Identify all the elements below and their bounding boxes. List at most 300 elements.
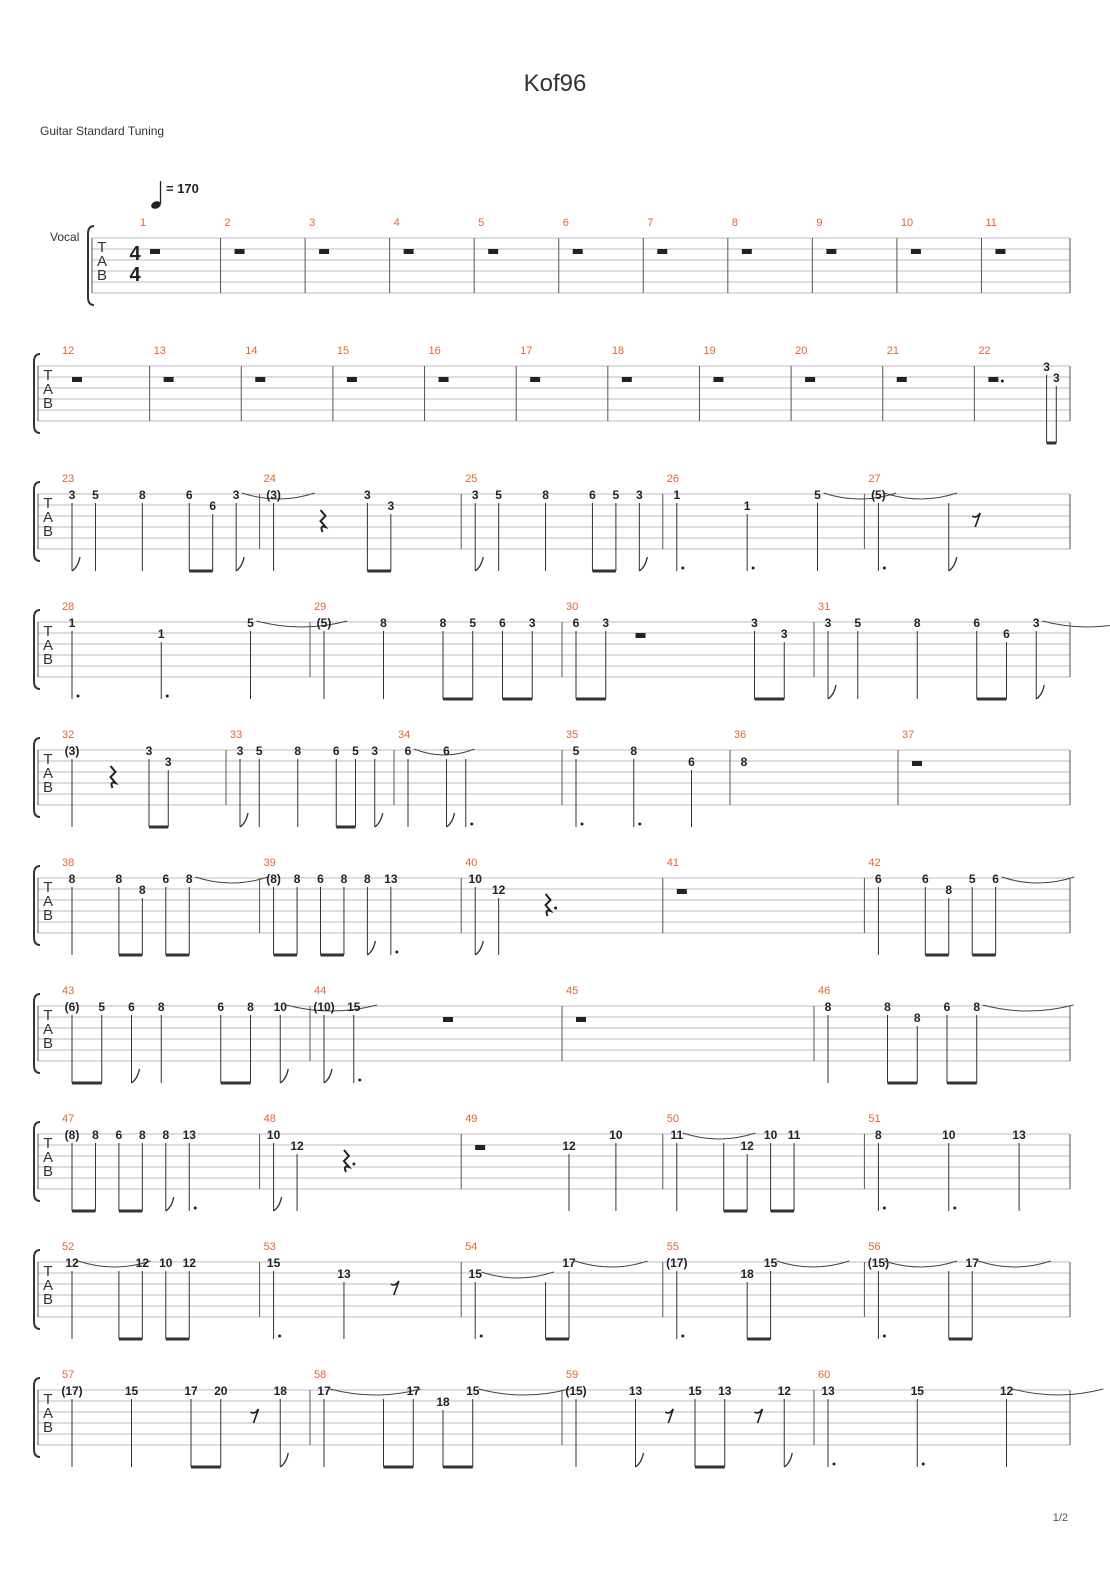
measure-number: 28 [62, 601, 75, 613]
fret-number: 20 [214, 1384, 228, 1398]
measure-number: 48 [263, 1113, 276, 1125]
measure [461, 1241, 647, 1339]
rest-symbol [72, 377, 82, 382]
measure-number: 49 [465, 1113, 478, 1125]
measure [394, 729, 474, 827]
fret-number: 6 [499, 616, 506, 630]
duration-dot [581, 823, 584, 826]
fret-number: 12 [182, 1256, 196, 1270]
rest-symbol [657, 249, 667, 254]
eighth-rest-symbol [391, 1281, 399, 1295]
rest-symbol [255, 377, 265, 382]
note-flag [828, 685, 836, 699]
note-flag [72, 557, 80, 571]
fret-number: 3 [68, 488, 76, 502]
quarter-rest-symbol [344, 1150, 349, 1172]
rest-symbol [826, 249, 836, 254]
fret-number: 3 [1032, 616, 1040, 630]
measure-number: 45 [566, 985, 579, 997]
measure-number: 26 [666, 473, 680, 485]
duration-dot [395, 951, 398, 954]
fret-number: 17 [965, 1256, 979, 1270]
measure-number: 10 [900, 217, 914, 229]
measure-number: 41 [666, 857, 680, 869]
measure-number: 15 [336, 345, 350, 357]
quarter-rest-symbol [321, 510, 326, 532]
fret-number: 6 [572, 616, 580, 630]
duration-dot [922, 1463, 925, 1466]
fret-number: 3 [751, 616, 758, 630]
fret-number: 8 [162, 1128, 170, 1142]
measure [663, 473, 896, 571]
fret-number: 18 [436, 1395, 450, 1409]
fret-number: 8 [913, 616, 921, 630]
fret-number: 8 [824, 1000, 832, 1014]
measure-number: 60 [818, 1369, 831, 1381]
rest-dot [352, 1163, 355, 1166]
rest-symbol [713, 377, 723, 382]
note-flag [236, 557, 244, 571]
measure [663, 1241, 849, 1339]
fret-number: 10 [942, 1128, 956, 1142]
measure [61, 1369, 288, 1467]
rest-symbol [622, 377, 632, 382]
duration-dot [883, 1207, 886, 1210]
rest-symbol [443, 1017, 453, 1022]
measure-number: 9 [816, 217, 823, 229]
quarter-rest-symbol [546, 894, 551, 916]
measure-number: 59 [566, 1369, 579, 1381]
measure [864, 857, 1074, 955]
fret-number: 8 [293, 872, 301, 886]
fret-number: 10 [468, 872, 482, 886]
time-signature-bottom: 4 [129, 264, 141, 286]
measure-number: 5 [478, 217, 485, 229]
duration-dot [638, 823, 641, 826]
quarter-rest-symbol [111, 766, 116, 788]
fret-number: 8 [439, 616, 447, 630]
fret-number: 12 [290, 1139, 304, 1153]
fret-number: 6 [404, 744, 412, 758]
fret-number: (8) [266, 872, 281, 886]
fret-number: 3 [364, 488, 371, 502]
staff-system [34, 473, 1070, 571]
duration-dot [77, 695, 80, 698]
fret-number: 8 [157, 1000, 165, 1014]
fret-number: 13 [1012, 1128, 1026, 1142]
tab-clef-letter: A [42, 1149, 54, 1166]
fret-number: 6 [973, 616, 981, 630]
measure [814, 1369, 1103, 1467]
measure-number: 44 [314, 985, 327, 997]
measure [814, 985, 1073, 1083]
rest-symbol [912, 761, 922, 766]
fret-number: 6 [115, 1128, 123, 1142]
note-flag [367, 941, 375, 955]
tab-clef-letter: A [42, 509, 54, 526]
measure-number: 24 [263, 473, 276, 485]
measure [562, 729, 695, 827]
staff-system [50, 217, 1070, 305]
measure-number: 33 [230, 729, 243, 741]
staff-system [34, 1369, 1103, 1467]
rest-symbol [319, 249, 329, 254]
fret-number: 3 [471, 488, 479, 502]
tuning-label: Guitar Standard Tuning [40, 124, 165, 138]
measure-number: 2 [224, 217, 231, 229]
fret-number: 11 [670, 1128, 684, 1142]
measure [562, 601, 788, 699]
instrument-label: Vocal [50, 230, 80, 244]
duration-dot [358, 1079, 361, 1082]
tab-clef-letter: B [42, 523, 54, 540]
measure [62, 857, 268, 955]
rest-symbol [677, 889, 687, 894]
rest-symbol [164, 377, 174, 382]
measure-number: 17 [520, 345, 533, 357]
duration-dot [194, 1207, 197, 1210]
fret-number: 10 [763, 1128, 778, 1142]
staff-system [34, 1113, 1070, 1211]
fret-number: 10 [266, 1128, 281, 1142]
fret-number: 8 [884, 1000, 891, 1014]
measure-number: 30 [566, 601, 579, 613]
measure-number: 35 [566, 729, 579, 741]
fret-number: 8 [139, 883, 146, 897]
fret-number: 1 [673, 488, 681, 502]
note-flag [447, 813, 455, 827]
fret-number: 3 [636, 488, 643, 502]
fret-number: (8) [64, 1128, 80, 1142]
fret-number: 3 [1043, 360, 1050, 374]
rest-symbol [995, 249, 1005, 254]
measure-number: 34 [398, 729, 411, 741]
fret-number: 5 [814, 488, 821, 502]
rest-symbol [439, 377, 449, 382]
fret-number: 5 [495, 488, 502, 502]
duration-dot [883, 567, 886, 570]
fret-number: 17 [317, 1384, 331, 1398]
measure-number: 23 [62, 473, 75, 485]
fret-number: 13 [821, 1384, 835, 1398]
fret-number: 8 [740, 755, 748, 769]
rest-symbol [805, 377, 815, 382]
measure-number: 3 [309, 217, 316, 229]
measure-number: 40 [465, 857, 478, 869]
staff-system [34, 985, 1073, 1083]
fret-number: 1 [743, 499, 751, 513]
note-flag [475, 941, 483, 955]
fret-number: 8 [139, 1128, 146, 1142]
fret-number: 8 [630, 744, 638, 758]
fret-number: 8 [247, 1000, 254, 1014]
fret-number: 13 [718, 1384, 732, 1398]
measure [814, 601, 1110, 699]
fret-number: 15 [763, 1256, 778, 1270]
measure-number: 51 [868, 1113, 881, 1125]
fret-number: 6 [162, 872, 170, 886]
fret-number: 12 [135, 1256, 150, 1270]
fret-number: 6 [317, 872, 324, 886]
measure-number: 38 [62, 857, 75, 869]
staff-system [34, 1241, 1070, 1339]
staff-system [34, 857, 1074, 955]
staff-system [34, 601, 1110, 699]
measure [663, 1113, 801, 1211]
measure-number: 53 [263, 1241, 276, 1253]
tab-clef-letter: T [43, 751, 53, 768]
fret-number: 6 [589, 488, 596, 502]
measure [310, 985, 453, 1083]
measure-number: 50 [666, 1113, 680, 1125]
measure-number: 36 [734, 729, 747, 741]
fret-number: (15) [565, 1384, 587, 1398]
note-flag [274, 1197, 282, 1211]
fret-number: (10) [313, 1000, 335, 1014]
fret-number: 3 [780, 627, 788, 641]
measure [62, 345, 82, 382]
time-signature-top: 4 [129, 243, 141, 265]
fret-number: 8 [542, 488, 549, 502]
fret-number: 12 [65, 1256, 79, 1270]
note-flag [636, 1453, 644, 1467]
measure-number: 21 [886, 345, 899, 357]
measure [562, 1369, 792, 1467]
fret-number: 13 [384, 872, 398, 886]
fret-number: 15 [910, 1384, 924, 1398]
tab-clef-letter: T [43, 1007, 53, 1024]
measure-number: 22 [978, 345, 991, 357]
note-flag [1036, 685, 1044, 699]
rest-symbol [530, 377, 540, 382]
score-title: Kof96 [523, 70, 587, 97]
note-flag [639, 557, 647, 571]
rest-symbol [636, 633, 646, 638]
note-flag [324, 1069, 332, 1083]
tab-clef-letter: B [42, 907, 54, 924]
tab-clef-letter: B [42, 1291, 54, 1308]
fret-number: 8 [68, 872, 76, 886]
rest-symbol [488, 249, 498, 254]
measure-number: 8 [731, 217, 738, 229]
fret-number: 5 [572, 744, 580, 758]
eighth-rest-symbol [665, 1409, 673, 1423]
duration-dot [752, 567, 755, 570]
measure-number: 39 [263, 857, 276, 869]
fret-number: 11 [787, 1128, 801, 1142]
fret-number: 6 [332, 744, 340, 758]
tab-clef-letter: T [43, 1135, 53, 1152]
measure [260, 857, 399, 955]
fret-number: 6 [443, 744, 450, 758]
note-flag [949, 557, 957, 571]
measure-number: 29 [314, 601, 327, 613]
rest-symbol [911, 249, 921, 254]
fret-number: 13 [337, 1267, 351, 1281]
fret-number: 6 [128, 1000, 135, 1014]
duration-dot [470, 823, 473, 826]
fret-number: 8 [115, 872, 123, 886]
fret-number: (3) [64, 744, 80, 758]
tempo-label: = 170 [166, 181, 199, 196]
measure-number: 6 [562, 217, 569, 229]
fret-number: 3 [824, 616, 832, 630]
fret-number: 6 [1003, 627, 1010, 641]
fret-number: 18 [273, 1384, 287, 1398]
measure-number: 12 [62, 345, 75, 357]
note-flag [240, 813, 248, 827]
fret-number: 5 [247, 616, 254, 630]
measure-number: 11 [985, 217, 997, 229]
measure [62, 1113, 197, 1211]
fret-number: 6 [217, 1000, 225, 1014]
measure [461, 1113, 623, 1211]
tab-clef-letter: T [43, 879, 53, 896]
note-flag [132, 1069, 140, 1083]
measure [260, 1113, 356, 1211]
note-flag [280, 1069, 288, 1083]
note-flag [475, 557, 483, 571]
measure [864, 1241, 1070, 1339]
fret-number: 8 [139, 488, 146, 502]
measure-number: 19 [703, 345, 716, 357]
fret-number: 3 [232, 488, 240, 502]
tab-clef-letter: A [42, 765, 54, 782]
measure [864, 473, 1070, 571]
measure-number: 25 [465, 473, 478, 485]
fret-number: 8 [185, 872, 193, 886]
fret-number: 12 [999, 1384, 1014, 1398]
fret-number: 10 [609, 1128, 623, 1142]
fret-number: 10 [273, 1000, 287, 1014]
tab-clef-letter: B [42, 779, 54, 796]
measure-number: 55 [666, 1241, 680, 1253]
fret-number: 5 [612, 488, 620, 502]
tab-clef-letter: B [42, 651, 54, 668]
fret-number: 17 [184, 1384, 198, 1398]
fret-number: 15 [124, 1384, 139, 1398]
fret-number: 17 [562, 1256, 576, 1270]
fret-number: 12 [562, 1139, 576, 1153]
measure-number: 1 [140, 217, 147, 229]
measure [864, 1113, 1070, 1211]
fret-number: 15 [468, 1267, 482, 1281]
measure [226, 729, 383, 827]
measure-number: 13 [153, 345, 166, 357]
fret-number: 1 [68, 616, 76, 630]
measure [62, 1241, 196, 1339]
measure-number: 16 [428, 345, 441, 357]
fret-number: (3) [266, 488, 281, 502]
tab-clef-letter: T [97, 239, 107, 256]
fret-number: 10 [159, 1256, 173, 1270]
measure-number: 18 [611, 345, 625, 357]
rest-symbol [576, 1017, 586, 1022]
fret-number: 3 [1052, 371, 1060, 385]
measure-number: 46 [818, 985, 831, 997]
fret-number: 6 [943, 1000, 951, 1014]
fret-number: 8 [294, 744, 302, 758]
fret-number: 5 [968, 872, 976, 886]
fret-number: (15) [867, 1256, 890, 1270]
fret-number: 12 [740, 1139, 754, 1153]
fret-number: 3 [387, 499, 395, 513]
fret-number: 8 [380, 616, 387, 630]
fret-number: 3 [371, 744, 379, 758]
staff-system [34, 345, 1070, 443]
tab-clef-letter: T [43, 367, 53, 384]
fret-number: 8 [913, 1011, 921, 1025]
duration-dot [681, 567, 684, 570]
measure-number: 14 [245, 345, 258, 357]
fret-number: 6 [875, 872, 882, 886]
fret-number: 5 [98, 1000, 106, 1014]
rest-symbol [742, 249, 752, 254]
measure [461, 473, 647, 571]
fret-number: 12 [777, 1384, 791, 1398]
rest-symbol [150, 249, 160, 254]
measure-number: 32 [62, 729, 75, 741]
tab-clef-letter: A [42, 1021, 54, 1038]
fret-number: 8 [364, 872, 371, 886]
fret-number: 3 [164, 755, 172, 769]
fret-number: 8 [973, 1000, 981, 1014]
tab-clef-letter: A [42, 893, 54, 910]
fret-number: 3 [528, 616, 536, 630]
duration-dot [833, 1463, 836, 1466]
fret-number: 13 [628, 1384, 643, 1398]
fret-number: 8 [340, 872, 348, 886]
measure-number: 43 [62, 985, 75, 997]
tab-clef-letter: T [43, 623, 53, 640]
tab-clef-letter: A [42, 1405, 54, 1422]
fret-number: 17 [406, 1384, 420, 1398]
measure-number: 54 [465, 1241, 478, 1253]
rest-symbol [347, 377, 357, 382]
measure [260, 473, 395, 571]
measure-number: 52 [62, 1241, 75, 1253]
duration-dot [953, 1207, 956, 1210]
duration-dot [166, 695, 169, 698]
tab-clef-letter: A [42, 1277, 54, 1294]
fret-number: 13 [182, 1128, 196, 1142]
fret-number: (6) [64, 1000, 80, 1014]
measure [260, 1241, 399, 1339]
rest-symbol [897, 377, 907, 382]
tab-clef-letter: A [42, 381, 54, 398]
duration-dot [278, 1335, 281, 1338]
fret-number: 6 [185, 488, 193, 502]
duration-dot [883, 1335, 886, 1338]
eighth-rest-symbol [251, 1409, 259, 1423]
tab-clef-letter: B [42, 1163, 54, 1180]
fret-number: 6 [688, 755, 695, 769]
fret-number: 18 [740, 1267, 754, 1281]
fret-number: 5 [469, 616, 477, 630]
measure-number: 7 [647, 217, 654, 229]
eighth-rest-symbol [755, 1409, 763, 1423]
note-flag [280, 1453, 288, 1467]
fret-number: 8 [945, 883, 953, 897]
tab-clef-letter: T [43, 1263, 53, 1280]
fret-number: 15 [466, 1384, 480, 1398]
fret-number: (5) [316, 616, 332, 630]
rest-symbol [404, 249, 414, 254]
page-number: 1/2 [1052, 1512, 1068, 1524]
measure [461, 857, 557, 955]
tab-clef-letter: T [43, 495, 53, 512]
fret-number: 5 [92, 488, 99, 502]
